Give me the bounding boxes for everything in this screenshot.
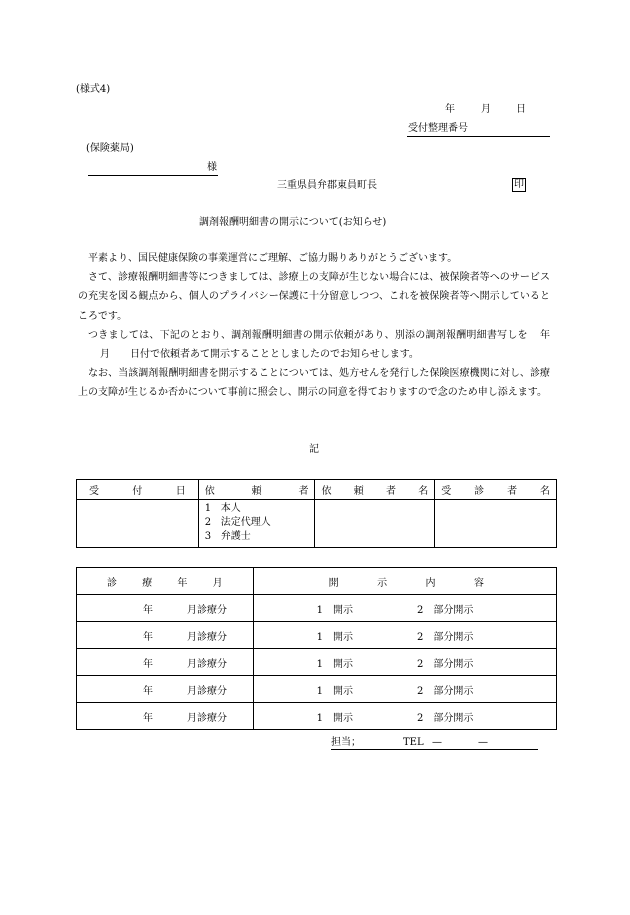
option-disclose[interactable]: 1 開示 — [316, 658, 353, 670]
seal-mark — [512, 178, 526, 192]
row-year: 年 — [143, 712, 153, 724]
header-char: 日 — [175, 486, 186, 497]
header-char: 内 — [425, 577, 436, 589]
disclosure-row — [77, 649, 557, 676]
row-year: 年 — [143, 685, 153, 697]
header-char: 受 — [441, 486, 452, 497]
seal-text: 印 — [514, 179, 524, 190]
header-char: 年 — [177, 577, 188, 589]
option-disclose[interactable]: 1 開示 — [316, 712, 353, 724]
row-year: 年 — [143, 658, 153, 670]
pharmacy-label: (保険薬局) — [86, 143, 134, 154]
header-patient-name — [435, 480, 557, 500]
disclosure-row — [77, 595, 557, 622]
receipt-number-label: 受付整理番号 — [408, 123, 468, 134]
date-year: 年 — [445, 104, 455, 115]
disclosure-row — [77, 703, 557, 730]
header-char: 診 — [474, 486, 485, 497]
paragraph-3-year: 年 — [539, 329, 551, 341]
header-char: 診 — [107, 577, 117, 589]
row-year: 年 — [143, 631, 153, 643]
treatment-month-cell[interactable] — [77, 649, 254, 676]
form-label: (様式4) — [76, 84, 111, 95]
disclosure-content-cell — [253, 622, 556, 649]
header-requester-name-text — [321, 482, 428, 497]
disclosure-content-cell — [253, 649, 556, 676]
header-treatment-month-text — [107, 574, 223, 589]
option-disclose[interactable]: 1 開示 — [316, 685, 353, 697]
addressee-honorific: 様 — [207, 162, 217, 173]
header-char: 頼 — [251, 486, 262, 497]
paragraph-3-rest: 日付で依頼者あて開示することとしましたのでお知らせします。 — [130, 349, 419, 361]
header-char: 月 — [212, 577, 223, 589]
header-patient-name-text — [441, 482, 550, 497]
tel-dash-2: — — [478, 737, 488, 748]
requester-option[interactable]: 3 弁護士 — [204, 531, 251, 542]
row-month: 月診療分 — [187, 631, 227, 643]
disclosure-row — [77, 676, 557, 703]
document-title: 調剤報酬明細書の開示について(お知らせ) — [199, 217, 387, 228]
header-char: 名 — [539, 486, 550, 497]
header-char: 付 — [132, 486, 143, 497]
requester-option[interactable]: 2 法定代理人 — [204, 517, 271, 528]
option-disclose[interactable]: 1 開示 — [316, 604, 353, 616]
header-requester-name — [315, 480, 435, 500]
paragraph-3 — [78, 326, 550, 364]
header-receipt-date — [77, 480, 199, 500]
header-disclosure-content-text — [329, 574, 484, 589]
header-disclosure-content — [253, 568, 556, 595]
row-year: 年 — [143, 604, 153, 616]
treatment-month-cell[interactable] — [77, 622, 254, 649]
paragraph-3-intro: つきましては、下記のとおり、調剤報酬明細書の開示依頼があり、別添の調剤報酬明細書写しを — [88, 329, 528, 341]
header-char: 依 — [204, 486, 215, 497]
disclosure-content-cell — [253, 703, 556, 730]
tel-label: TEL — [403, 737, 424, 748]
header-char: 頼 — [353, 486, 364, 497]
disclosure-content-cell — [253, 676, 556, 703]
receipt-number-line — [407, 136, 550, 137]
header-char: 者 — [507, 486, 518, 497]
requester-options-cell — [198, 500, 315, 548]
issuer-name: 三重県員弁郡東員町長 — [277, 180, 377, 191]
paragraph-1: 平素より、国民健康保険の事業運営にご理解、ご協力賜りありがとうございます。 — [88, 253, 458, 264]
option-partial-disclose[interactable]: 2 部分開示 — [416, 658, 474, 670]
row-month: 月診療分 — [187, 685, 227, 697]
requester-name-cell[interactable] — [315, 500, 435, 548]
row-month: 月診療分 — [187, 658, 227, 670]
treatment-month-cell[interactable] — [77, 595, 254, 622]
header-treatment-month — [77, 568, 254, 595]
header-char: 名 — [418, 486, 429, 497]
option-partial-disclose[interactable]: 2 部分開示 — [416, 604, 474, 616]
header-char: 開 — [328, 577, 339, 589]
header-receipt-date-text — [89, 482, 186, 497]
patient-name-cell[interactable] — [435, 500, 557, 548]
disclosure-table — [76, 567, 557, 730]
header-char: 者 — [298, 486, 309, 497]
header-char: 受 — [89, 486, 99, 497]
treatment-month-cell[interactable] — [77, 676, 254, 703]
date-day: 日 — [516, 104, 526, 115]
disclosure-content-cell — [253, 595, 556, 622]
contact-underline — [331, 749, 538, 750]
option-partial-disclose[interactable]: 2 部分開示 — [416, 685, 474, 697]
row-month: 月診療分 — [187, 604, 227, 616]
ki-heading: 記 — [309, 444, 319, 455]
header-char: 者 — [385, 486, 396, 497]
paragraph-2: さて、診療報酬明細書等につきましては、診療上の支障が生じない場合には、被保険者等へのサービスの充実を図る観点から、個人のプライバシー保護に十分留意しつつ、これを被保険者等へ開示しているところです。 — [78, 272, 550, 322]
option-partial-disclose[interactable]: 2 部分開示 — [416, 631, 474, 643]
header-requester-text — [205, 482, 309, 497]
body-text — [78, 249, 550, 403]
option-partial-disclose[interactable]: 2 部分開示 — [416, 712, 474, 724]
contact-person-label: 担当； — [331, 737, 361, 748]
header-char: 容 — [474, 577, 484, 589]
request-table — [76, 479, 557, 548]
receipt-date-cell[interactable] — [77, 500, 199, 548]
row-month: 月診療分 — [187, 712, 227, 724]
header-char: 療 — [142, 577, 153, 589]
date-month: 月 — [481, 104, 491, 115]
requester-option[interactable]: 1 本人 — [204, 503, 241, 514]
treatment-month-cell[interactable] — [77, 703, 254, 730]
header-requester — [198, 480, 315, 500]
header-char: 示 — [377, 577, 388, 589]
paragraph-3-month: 月 — [100, 349, 110, 361]
paragraph-4: なお、当該調剤報酬明細書を開示することについては、処方せんを発行した保険医療機関に対し、診療上の支障が生じるか否かについて事前に照会し、開示の同意を得ておりますので念のため申し添えます。 — [78, 368, 550, 399]
header-char: 依 — [321, 486, 332, 497]
option-disclose[interactable]: 1 開示 — [316, 631, 353, 643]
addressee-line — [88, 175, 218, 176]
disclosure-row — [77, 622, 557, 649]
tel-dash-1: — — [432, 737, 442, 748]
